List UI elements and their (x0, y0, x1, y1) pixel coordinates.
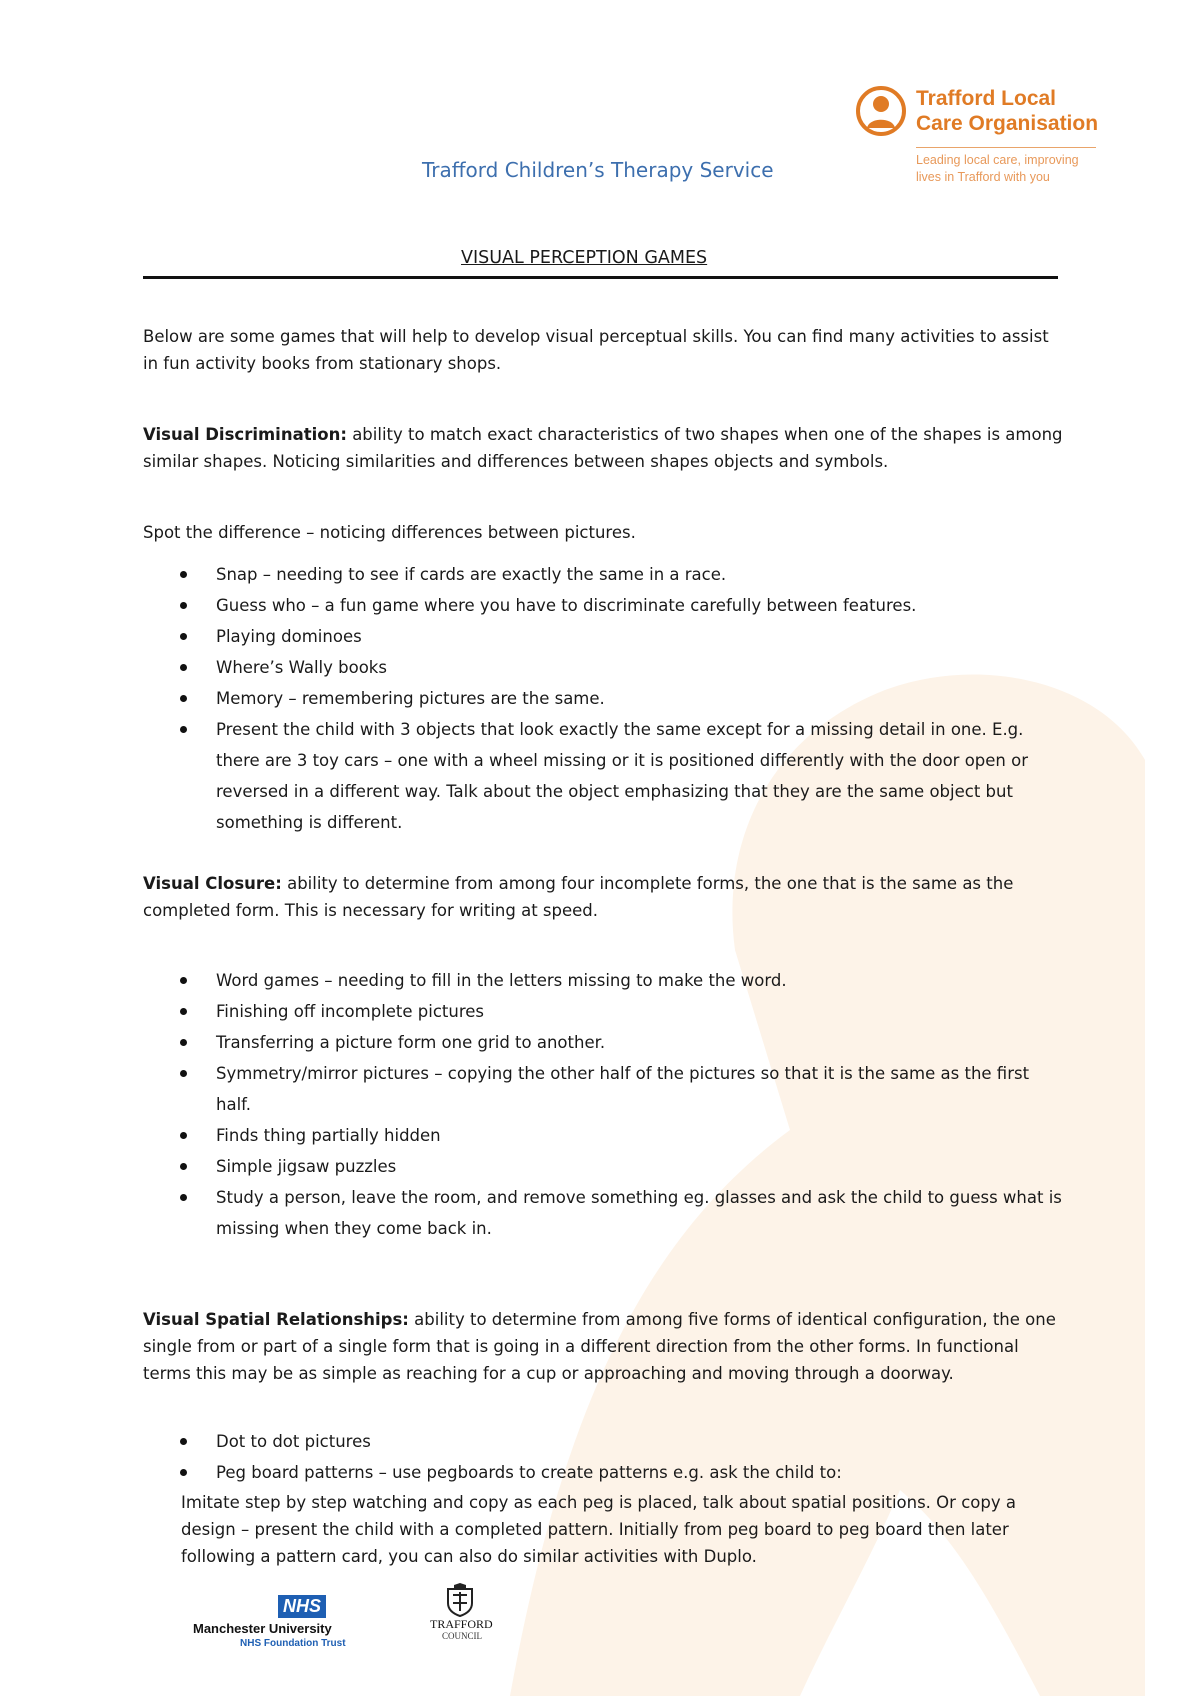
visual-discrimination-paragraph (143, 421, 1063, 475)
bullet-icon (180, 1070, 187, 1077)
list-item: Dot to dot pictures (143, 1426, 1063, 1457)
closure-list (143, 965, 1063, 1244)
bullet-icon (180, 726, 187, 733)
logo-line-1: Trafford Local (916, 87, 1057, 110)
tagline-line-2: lives in Trafford with you (916, 170, 1050, 184)
tagline-line-1: Leading local care, improving (916, 153, 1079, 167)
visual-closure-paragraph (143, 870, 1063, 924)
list-item: Study a person, leave the room, and remove something eg. glasses and ask the child to guess what is missing when they come back in. (143, 1182, 1063, 1244)
section-text: ability to determine from among five forms of identical configuration, the one single from or part of a single form that is going in a different direction from the other forms. In functional terms this may be as simple as reaching for a cup or approaching and moving through a doorway. (143, 1310, 1056, 1383)
section-text: ability to match exact characteristics of two shapes when one of the shapes is among similar shapes. Noticing similarities and differences between shapes objects and symbols. (143, 425, 1063, 471)
section-heading: Visual Spatial Relationships: (143, 1310, 409, 1329)
list-item: Finds thing partially hidden (143, 1120, 1063, 1151)
list-item: Finishing off incomplete pictures (143, 996, 1063, 1027)
bullet-icon (180, 602, 187, 609)
bullet-icon (180, 1469, 187, 1476)
person-circle-icon (855, 80, 907, 142)
nhs-badge: NHS (278, 1595, 326, 1618)
title-divider (143, 276, 1058, 279)
page-title: VISUAL PERCEPTION GAMES (461, 248, 708, 268)
discrimination-lead: Spot the difference – noticing differences between pictures. (143, 523, 636, 542)
logo-divider (916, 147, 1096, 148)
council-subtitle: COUNCIL (442, 1631, 482, 1641)
logo-line-2: Care Organisation (916, 112, 1099, 135)
bullet-icon (180, 633, 187, 640)
council-crest-icon (442, 1583, 478, 1617)
intro-paragraph: Below are some games that will help to develop visual perceptual skills. You can find many activities to assist in fun activity books from stationary shops. (143, 327, 1049, 373)
list-item: Snap – needing to see if cards are exactly the same in a race. (143, 559, 1063, 590)
list-item: Peg board patterns – use pegboards to create patterns e.g. ask the child to: (143, 1457, 1063, 1488)
bullet-icon (180, 1194, 187, 1201)
bullet-icon (180, 1008, 187, 1015)
bullet-icon (180, 695, 187, 702)
bullet-icon (180, 977, 187, 984)
trust-name: Manchester University (193, 1621, 332, 1636)
list-item: Memory – remembering pictures are the same. (143, 683, 1063, 714)
trafford-council-logo (430, 1583, 500, 1658)
peg-board-continuation: Imitate step by step watching and copy as each peg is placed, talk about spatial positions. Or copy a design – present the child with a completed pattern. Initially from peg board to peg board then later following a pattern card, you can also do similar activities with Duplo. (181, 1493, 1016, 1566)
bullet-icon (180, 1163, 187, 1170)
list-item: Transferring a picture form one grid to another. (143, 1027, 1063, 1058)
bullet-icon (180, 571, 187, 578)
bullet-icon (180, 1438, 187, 1445)
list-item: Word games – needing to fill in the letters missing to make the word. (143, 965, 1063, 996)
list-item: Where’s Wally books (143, 652, 1063, 683)
council-name: TRAFFORD (430, 1617, 493, 1631)
bullet-icon (180, 1132, 187, 1139)
visual-spatial-paragraph (143, 1306, 1063, 1387)
section-text: ability to determine from among four incomplete forms, the one that is the same as the completed form. This is necessary for writing at speed. (143, 874, 1014, 920)
list-item: Simple jigsaw puzzles (143, 1151, 1063, 1182)
service-name: Trafford Children’s Therapy Service (422, 158, 774, 182)
discrimination-list (143, 559, 1063, 838)
mft-nhs-logo (193, 1595, 373, 1655)
list-item: Symmetry/mirror pictures – copying the other half of the pictures so that it is the same as the first half. (143, 1058, 1063, 1120)
spatial-list (143, 1426, 1063, 1488)
bullet-icon (180, 1039, 187, 1046)
list-item: Guess who – a fun game where you have to discriminate carefully between features. (143, 590, 1063, 621)
list-item: Playing dominoes (143, 621, 1063, 652)
section-heading: Visual Closure: (143, 874, 282, 893)
list-item: Present the child with 3 objects that look exactly the same except for a missing detail in one. E.g. there are 3 toy cars – one with a wheel missing or it is positioned differently with the door open or reversed in a different way. Talk about the object emphasizing that they are the same object but something is different. (143, 714, 1063, 838)
bullet-icon (180, 664, 187, 671)
section-heading: Visual Discrimination: (143, 425, 347, 444)
trust-subtitle: NHS Foundation Trust (240, 1638, 346, 1649)
